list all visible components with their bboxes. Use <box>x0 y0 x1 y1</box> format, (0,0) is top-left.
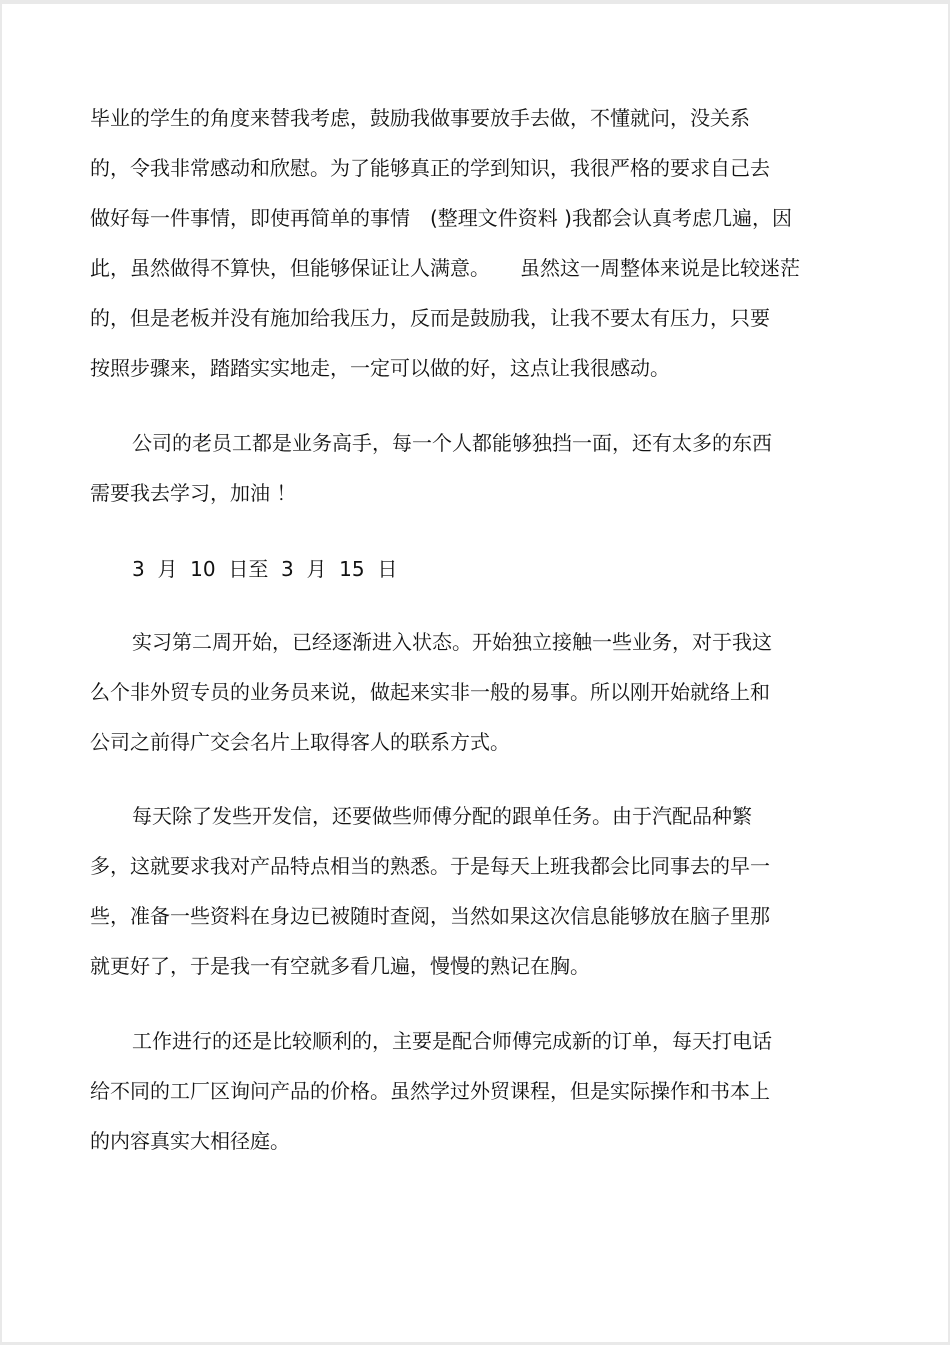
text-line: 的，但是老板并没有施加给我压力，反而是鼓励我，让我不要太有压力，只要 <box>90 306 770 330</box>
text-line: 的内容真实大相径庭。 <box>90 1129 290 1153</box>
text-line: 每天除了发些开发信，还要做些师傅分配的跟单任务。由于汽配品种繁 <box>132 804 752 828</box>
text-line: 按照步骤来，踏踏实实地走，一定可以做的好，这点让我很感动。 <box>90 356 670 380</box>
text-line: 实习第二周开始，已经逐渐进入状态。开始独立接触一些业务，对于我这 <box>132 630 772 654</box>
text-line: 么个非外贸专员的业务员来说，做起来实非一般的易事。所以刚开始就络上和 <box>90 680 770 704</box>
text-line: 多，这就要求我对产品特点相当的熟悉。于是每天上班我都会比同事去的早一 <box>90 854 770 878</box>
text-line: 毕业的学生的角度来替我考虑，鼓励我做事要放手去做，不懂就问，没关系 <box>90 106 750 130</box>
text-line: 公司的老员工都是业务高手，每一个人都能够独挡一面，还有太多的东西 <box>132 431 772 455</box>
text-line: 的，令我非常感动和欣慰。为了能够真正的学到知识，我很严格的要求自己去 <box>90 156 770 180</box>
document-page <box>2 4 948 1342</box>
text-line: 此，虽然做得不算快，但能够保证让人满意。 虽然这一周整体来说是比较迷茫 <box>90 256 800 280</box>
text-line: 些，准备一些资料在身边已被随时查阅，当然如果这次信息能够放在脑子里那 <box>90 904 770 928</box>
text-line: 给不同的工厂区询问产品的价格。虽然学过外贸课程，但是实际操作和书本上 <box>90 1079 770 1103</box>
text-line: 做好每一件事情，即使再简单的事情 (整理文件资料 )我都会认真考虑几遍，因 <box>90 206 792 230</box>
text-line: 工作进行的还是比较顺利的，主要是配合师傅完成新的订单，每天打电话 <box>132 1029 772 1053</box>
text-line: 公司之前得广交会名片上取得客人的联系方式。 <box>90 730 510 754</box>
text-line: 就更好了，于是我一有空就多看几遍，慢慢的熟记在胸。 <box>90 954 590 978</box>
date-range-heading: 3 月 10 日至 3 月 15 日 <box>132 557 398 581</box>
text-line: 需要我去学习，加油 ！ <box>90 481 297 505</box>
